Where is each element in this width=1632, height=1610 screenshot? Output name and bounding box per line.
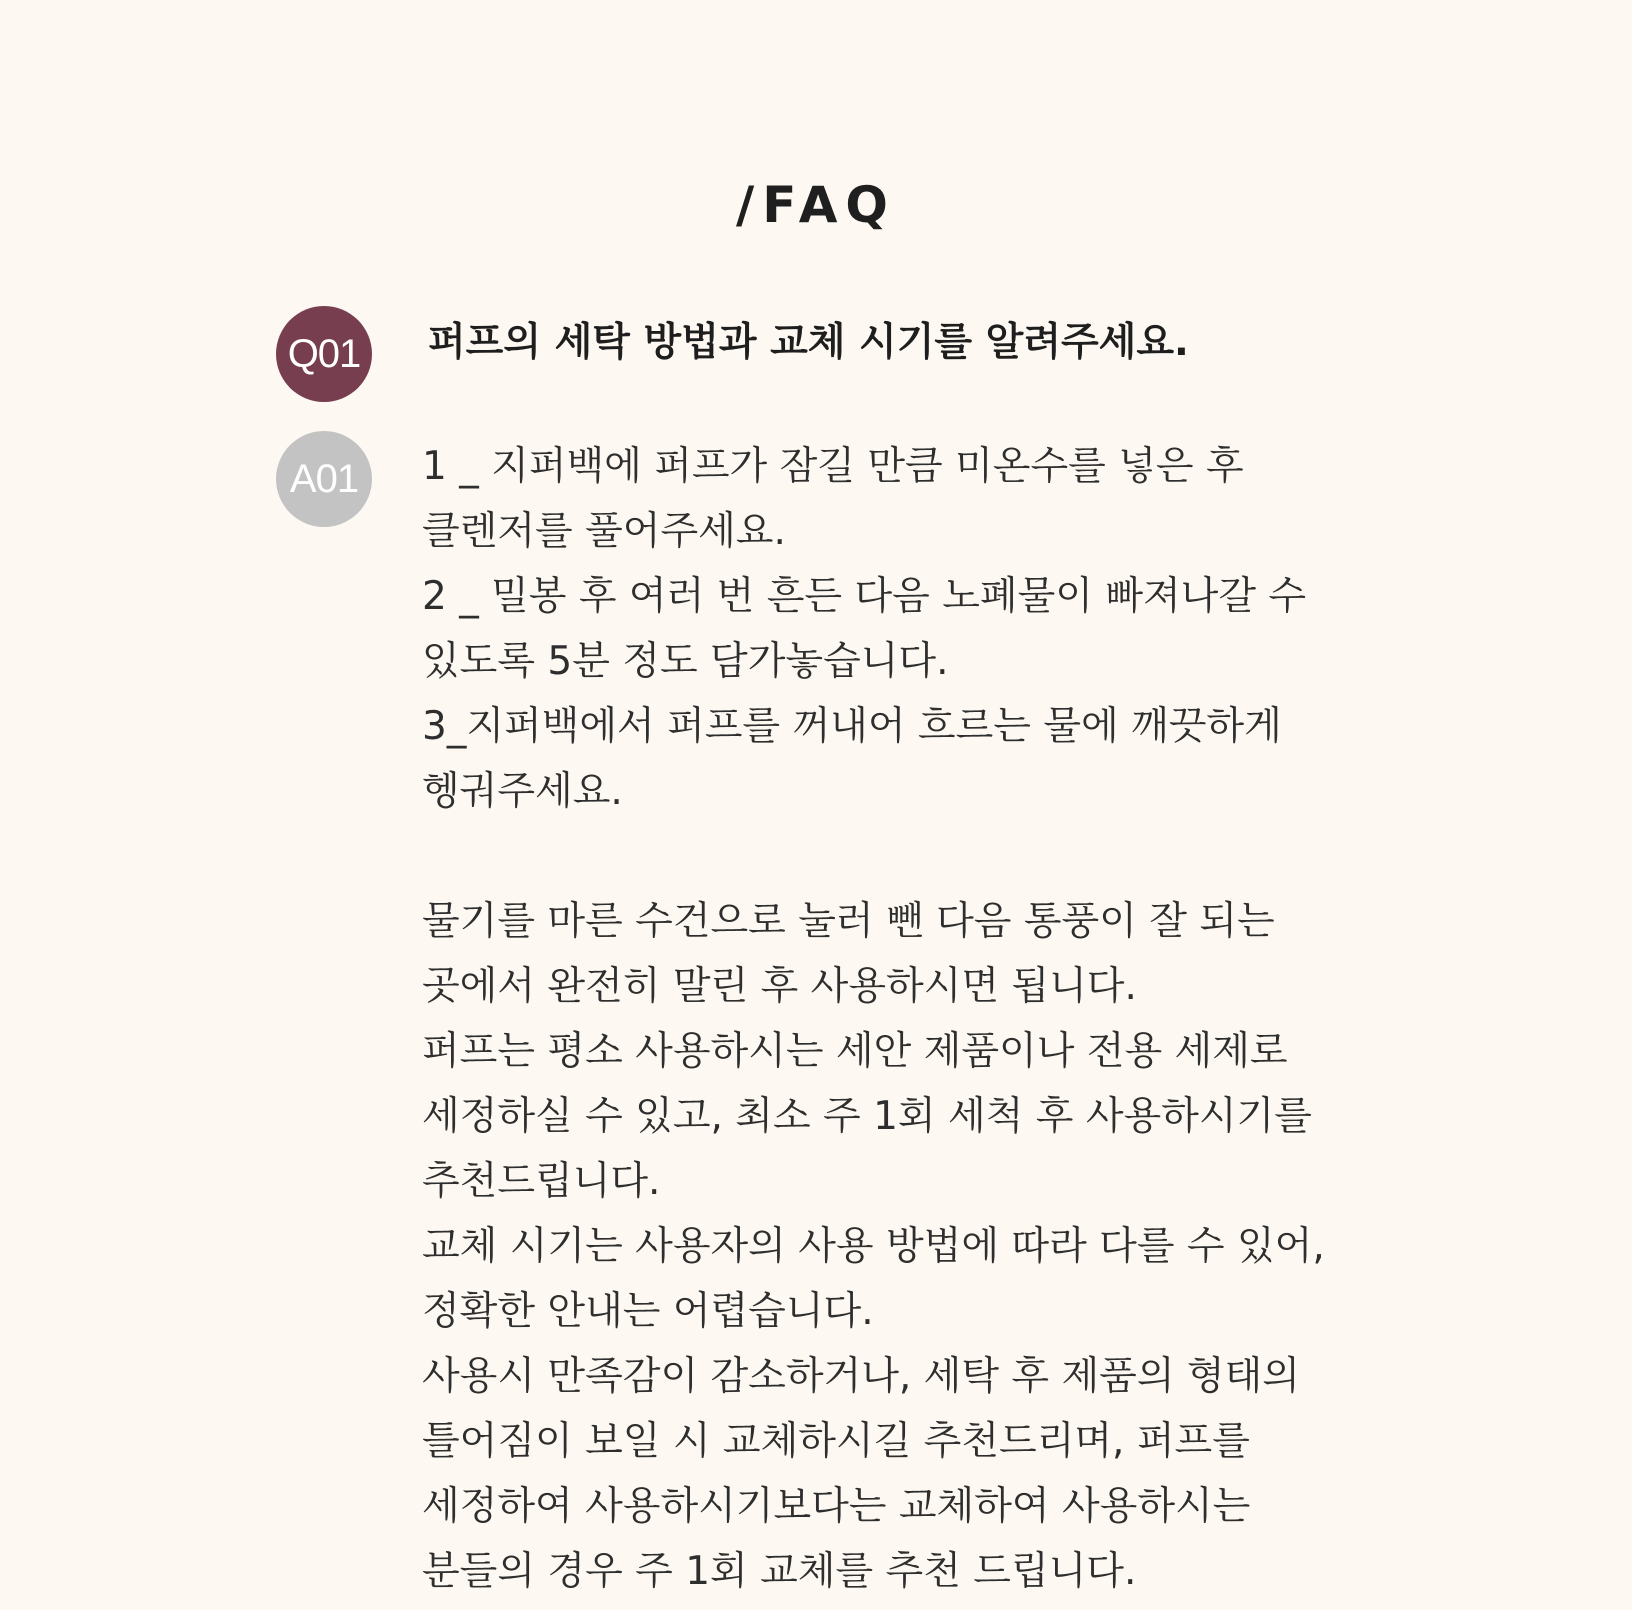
answer-line: 1 _ 지퍼백에 퍼프가 잠길 만큼 미온수를 넣은 후 (422, 444, 1244, 489)
answer-line: 추천드립니다. (422, 1159, 661, 1204)
answer-line: 곳에서 완전히 말린 후 사용하시면 됩니다. (422, 964, 1137, 1009)
faq-answer (422, 434, 1362, 1604)
answer-spacer (422, 824, 1362, 889)
question-badge: Q01 (276, 306, 372, 402)
answer-line: 클렌저를 풀어주세요. (422, 509, 786, 554)
answer-line: 틀어짐이 보일 시 교체하시길 추천드리며, 퍼프를 (422, 1419, 1250, 1464)
answer-badge: A01 (276, 431, 372, 527)
answer-line: 3_지퍼백에서 퍼프를 꺼내어 흐르는 물에 깨끗하게 (422, 704, 1282, 749)
answer-line: 교체 시기는 사용자의 사용 방법에 따라 다를 수 있어, (422, 1224, 1325, 1269)
answer-line: 정확한 안내는 어렵습니다. (422, 1289, 874, 1334)
answer-line: 2 _ 밀봉 후 여러 번 흔든 다음 노폐물이 빠져나갈 수 (422, 574, 1307, 619)
faq-title: /FAQ (736, 175, 896, 234)
answer-line: 사용시 만족감이 감소하거나, 세탁 후 제품의 형태의 (422, 1354, 1300, 1399)
answer-line: 세정하여 사용하시기보다는 교체하여 사용하시는 (422, 1484, 1251, 1529)
faq-question: 퍼프의 세탁 방법과 교체 시기를 알려주세요. (428, 320, 1189, 365)
answer-line: 세정하실 수 있고, 최소 주 1회 세척 후 사용하시기를 (422, 1094, 1312, 1139)
answer-line: 퍼프는 평소 사용하시는 세안 제품이나 전용 세제로 (422, 1029, 1288, 1074)
answer-line: 있도록 5분 정도 담가놓습니다. (422, 639, 949, 684)
answer-line: 분들의 경우 주 1회 교체를 추천 드립니다. (422, 1549, 1137, 1594)
answer-line: 물기를 마른 수건으로 눌러 뺀 다음 통풍이 잘 되는 (422, 899, 1275, 944)
answer-line: 헹궈주세요. (422, 769, 623, 814)
